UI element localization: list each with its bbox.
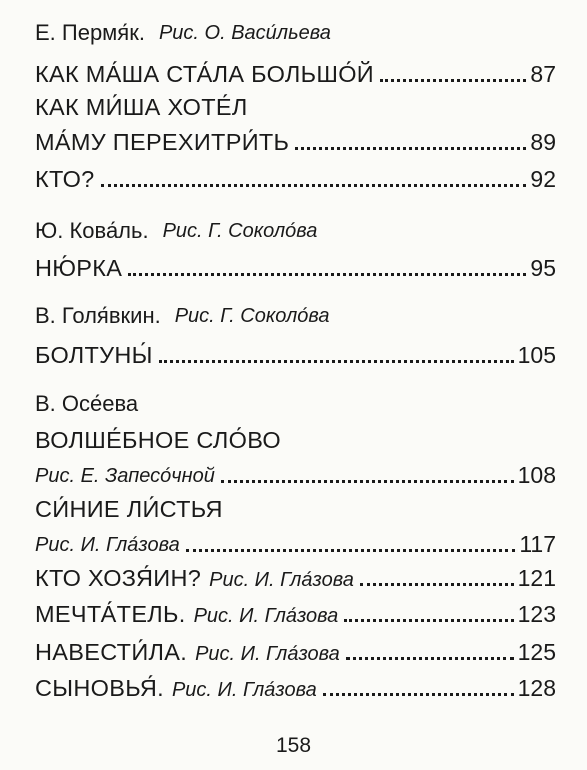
entry-title: ВОЛШЕ́БНОЕ СЛО́ВО [35,427,281,453]
entry-title-continued: МА́МУ ПЕРЕХИТРИ́ТЬ [35,129,290,155]
entry-title: КАК МИ́ША ХОТЕ́Л [35,94,248,120]
toc-entry[interactable] [35,638,556,666]
toc-entry[interactable] [35,128,556,156]
entry-title: БОЛТУНЫ́ [35,342,153,368]
dot-leader [380,79,526,82]
section-header [35,218,556,244]
dot-leader [346,657,514,660]
page-ref: 89 [530,129,556,155]
page-ref: 87 [530,61,556,87]
page-number: 158 [275,734,312,757]
toc-entry[interactable] [35,341,556,369]
dot-leader [159,360,514,363]
toc-entry-title-line[interactable] [35,426,556,454]
author-name: В. Осе́ева [35,391,139,416]
page-ref: 108 [517,462,556,488]
illustrator-credit: Рис. И. Гла́зова [35,534,180,556]
author-name: Е. Пермя́к. [35,20,145,45]
illustrator-credit: Рис. Е. Запесо́чной [35,465,215,487]
section-header [35,303,556,329]
dot-leader [186,549,516,552]
section-header [35,20,556,46]
illustrator-credit: Рис. Г. Соколо́ва [162,220,318,242]
illustrator-credit: Рис. И. Гла́зова [193,605,339,627]
dot-leader [101,184,527,187]
dot-leader [295,147,526,150]
illustrator-credit: Рис. Г. Соколо́ва [174,305,330,327]
entry-title: НЮ́РКА [35,255,123,281]
toc-entry-title-line[interactable] [35,93,556,121]
page-ref: 125 [517,639,556,665]
page-ref: 92 [530,166,556,192]
toc-entry[interactable] [35,254,556,282]
author-name: Ю. Кова́ль. [35,218,149,243]
illustrator-credit: Рис. И. Гла́зова [209,569,354,591]
toc-entry[interactable] [35,530,556,558]
entry-title: СЫНОВЬЯ́. [35,675,164,701]
illustrator-credit: Рис. О. Васи́льева [158,22,331,44]
toc-entry[interactable] [35,461,556,489]
page-ref: 117 [519,531,556,557]
toc-entry[interactable] [35,60,556,88]
dot-leader [128,273,526,276]
author-name: В. Голя́вкин. [35,303,161,328]
section-header [35,391,556,417]
dot-leader [221,480,514,483]
toc-entry[interactable] [35,674,556,702]
illustrator-credit: Рис. И. Гла́зова [171,679,317,701]
page-ref: 128 [517,675,556,701]
entry-title: КТО ХОЗЯ́ИН? [35,565,202,591]
entry-title: СИ́НИЕ ЛИ́СТЬЯ [35,496,223,522]
toc-entry[interactable] [35,165,556,193]
page-ref: 95 [530,255,556,281]
toc-entry[interactable] [35,600,556,628]
dot-leader [344,619,513,622]
toc-entry[interactable] [35,564,556,592]
page-ref: 121 [517,565,556,591]
dot-leader [360,583,514,586]
entry-title: МЕЧТА́ТЕЛЬ. [35,601,186,627]
toc-entry-title-line[interactable] [35,495,556,523]
page-ref: 105 [517,342,556,368]
entry-title: НАВЕСТИ́ЛА. [35,639,188,665]
dot-leader [323,693,514,696]
page-ref: 123 [517,601,556,627]
illustrator-credit: Рис. И. Гла́зова [195,643,340,665]
entry-title: КАК МА́ША СТА́ЛА БОЛЬШО́Й [35,61,374,87]
entry-title: КТО? [35,166,95,192]
